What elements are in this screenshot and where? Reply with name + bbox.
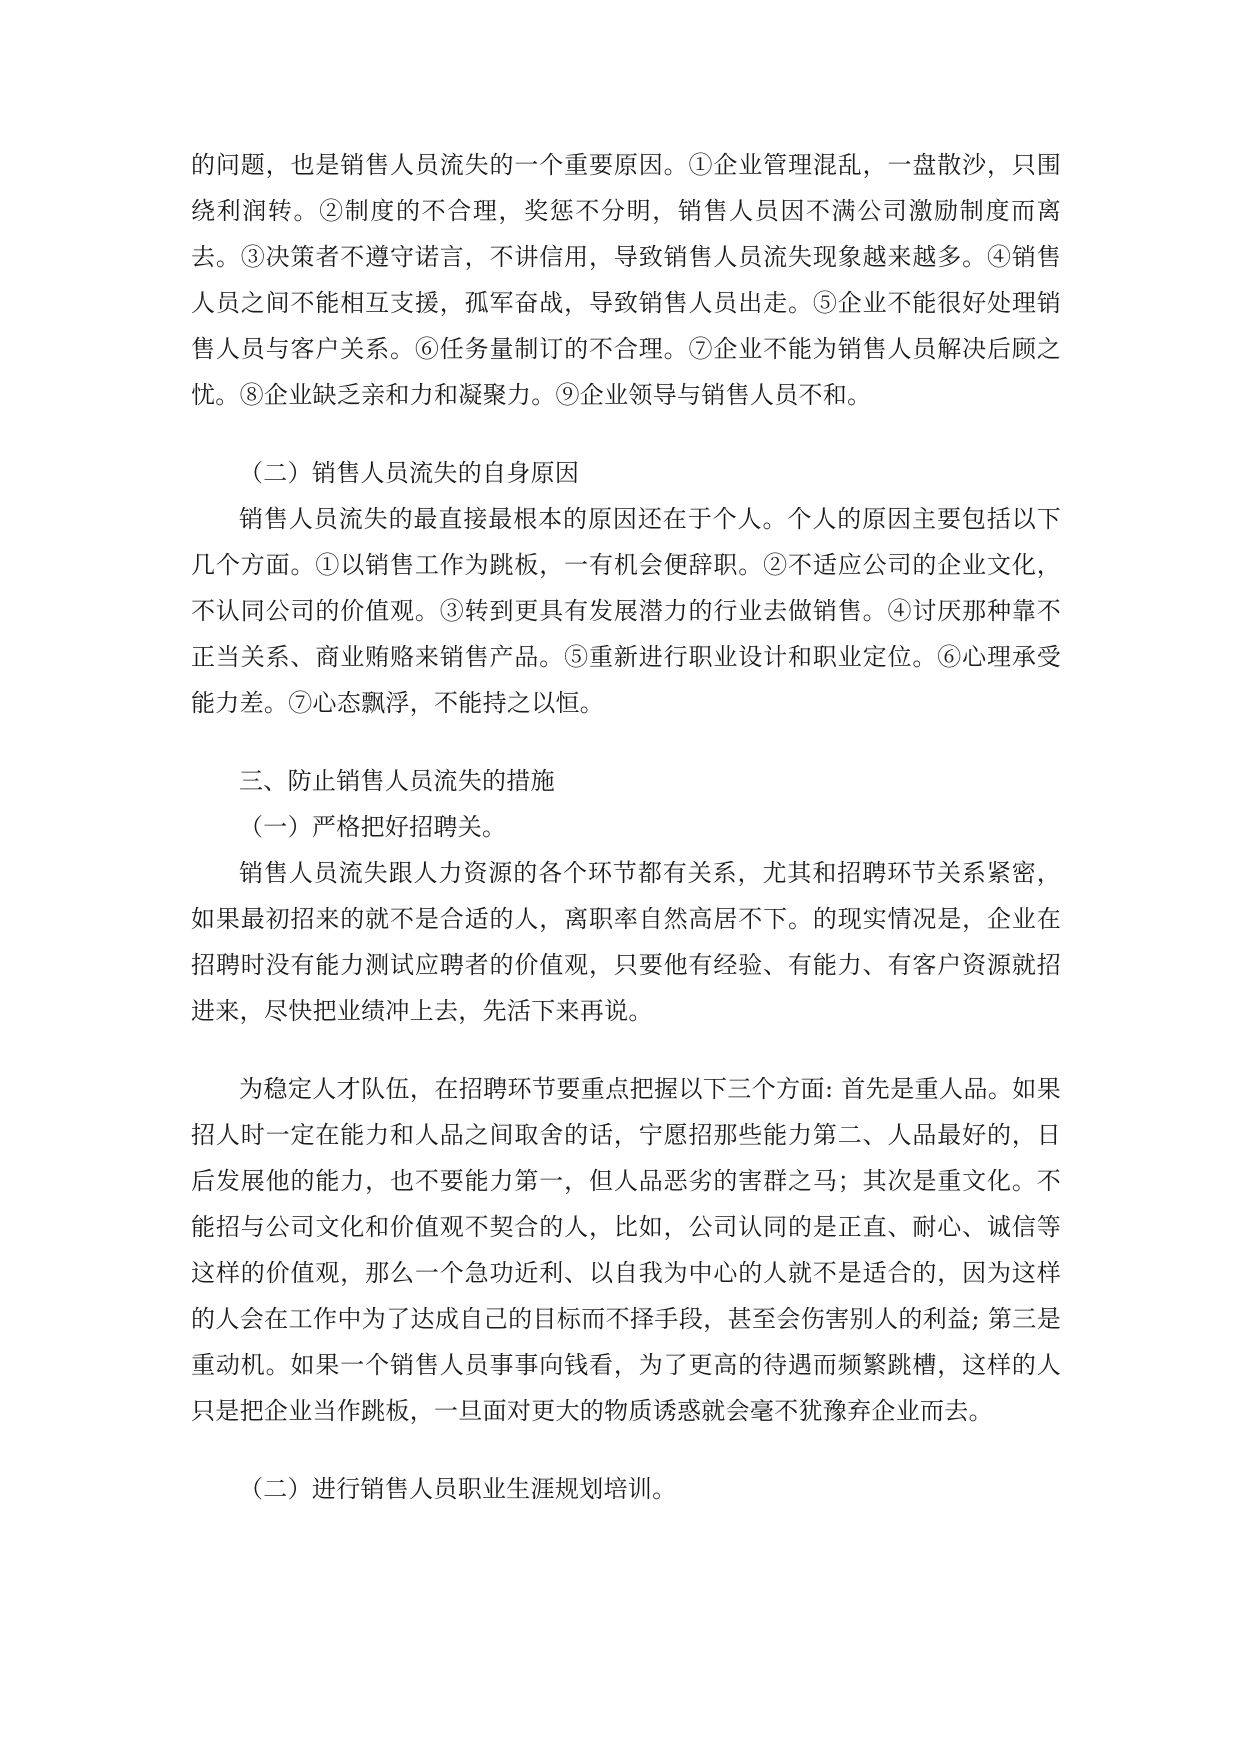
paragraph-recruitment-problem: 销售人员流失跟人力资源的各个环节都有关系，尤其和招聘环节关系紧密，如果最初招来的就不是合适的人，离职率自然高居不下。的现实情况是，企业在招聘时没有能力测试应聘者的价值观，只要他有经验、有能力、有客户资源就招进来，尽快把业绩冲上去，先活下来再说。 [191, 859, 1061, 1025]
subsection-heading-recruitment: （一）严格把好招聘关。 [239, 813, 507, 841]
document-body [191, 142, 1061, 1512]
paragraph-recruitment-principles: 为稳定人才队伍，在招聘环节要重点把握以下三个方面: 首先是重人品。如果招人时一定在能力和人品之间取舍的话，宁愿招那些能力第二、人品最好的，日后发展他的能力，也不要能力第一，但人品恶劣的害群之马；其次是重文化。不能招与公司文化和价值观不契合的人，比如，公司认同的是正直、耐心、诚信等这样的价值观，那么一个急功近利、以自我为中心的人就不是适合的，因为这样的人会在工作中为了达成自己的目标而不择手段，甚至会伤害别人的利益; 第三是重动机。如果一个销售人员事事向钱看，为了更高的待遇而频繁跳槽，这样的人只是把企业当作跳板，一旦面对更大的物质诱惑就会毫不犹豫弃企业而去。 [191, 1075, 1061, 1425]
subsection-heading-career-planning: （二）进行销售人员职业生涯规划培训。 [239, 1475, 677, 1503]
section-heading-self-reasons: （二）销售人员流失的自身原因 [239, 459, 580, 487]
paragraph-reasons-enterprise-continued: 的问题，也是销售人员流失的一个重要原因。①企业管理混乱，一盘散沙，只围绕利润转。②制度的不合理，奖惩不分明，销售人员因不满公司激励制度而离去。③决策者不遵守诺言，不讲信用，导致销售人员流失现象越来越多。④销售人员之间不能相互支援，孤军奋战，导致销售人员出走。⑤企业不能很好处理销售人员与客户关系。⑥任务量制订的不合理。⑦企业不能为销售人员解决后顾之忧。⑧企业缺乏亲和力和凝聚力。⑨企业领导与销售人员不和。 [191, 151, 1061, 409]
section-heading-measures: 三、防止销售人员流失的措施 [239, 767, 555, 795]
paragraph-self-reasons: 销售人员流失的最直接最根本的原因还在于个人。个人的原因主要包括以下几个方面。①以销售工作为跳板，一有机会便辞职。②不适应公司的企业文化，不认同公司的价值观。③转到更具有发展潜力的行业去做销售。④讨厌那种靠不正当关系、商业贿赂来销售产品。⑤重新进行职业设计和职业定位。⑥心理承受能力差。⑦心态飘浮，不能持之以恒。 [191, 505, 1061, 717]
